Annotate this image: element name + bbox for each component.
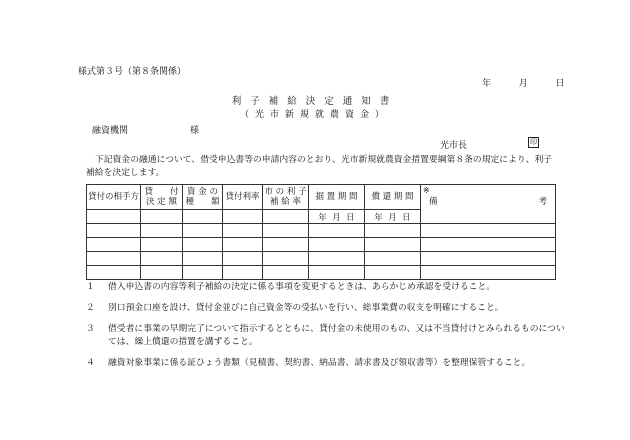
note-item <box>86 357 566 370</box>
issuer-name: 光市長 <box>440 141 468 151</box>
seal-mark: 印 <box>530 138 537 146</box>
cell-empty <box>87 210 141 224</box>
cell-empty <box>141 210 183 224</box>
note-number: １ <box>86 282 95 292</box>
ymd-day: 日 <box>346 212 355 223</box>
header-amount <box>141 185 183 210</box>
repayment-ymd <box>365 210 421 224</box>
header-subsidy-line2: 補 給 率 <box>270 197 301 207</box>
header-amount-line2: 決 定 額 <box>146 197 177 207</box>
ymd-day: 日 <box>402 212 411 223</box>
table-header-row <box>87 185 556 210</box>
remarks-asterisk: ※ <box>423 186 430 195</box>
note-text: 借入申込書の内容等利子補給の決定に係る事項を変更するときは、あらかじめ承認を受けること。 <box>108 282 496 292</box>
remarks-label-a: 備 <box>429 197 438 207</box>
remarks-label-b: 考 <box>538 197 547 207</box>
note-text: 借受者に事業の早期完了について指示するとともに、貸付金の未使用のもの、又は不当貸付けとみられるものについては、繰上償還の措置を講ずること。 <box>108 324 565 347</box>
table-row <box>87 238 556 252</box>
addressee <box>92 123 199 136</box>
addressee-honorific: 様 <box>190 126 200 136</box>
header-deferment: 据 置 期 間 <box>309 185 365 210</box>
note-item <box>86 281 566 294</box>
date-day: 日 <box>555 79 565 89</box>
cell-empty <box>183 210 223 224</box>
notes-list <box>86 281 566 378</box>
form-number: 様式第３号（第８条関係） <box>78 67 187 77</box>
note-item <box>86 302 566 315</box>
note-number: ３ <box>86 324 95 334</box>
header-remarks <box>421 185 556 224</box>
header-amount-line1: 貸 付 <box>144 187 179 197</box>
header-repayment: 償 還 期 間 <box>365 185 421 210</box>
issue-date <box>482 76 565 89</box>
ymd-month: 月 <box>332 212 341 223</box>
header-subsidy-rate <box>263 185 309 210</box>
header-kind-line1: 資 金 の <box>187 187 218 197</box>
header-rate: 貸付利率 <box>223 185 263 210</box>
addressee-label: 融資機関 <box>92 126 129 136</box>
table-row <box>87 252 556 266</box>
header-kind-line2: 種 類 <box>185 197 220 207</box>
table-row <box>87 266 556 280</box>
table-row <box>87 224 556 238</box>
ymd-year: 年 <box>374 212 383 223</box>
document-subtitle: （光市新規就農資金） <box>239 110 390 120</box>
body-text: 下記資金の融通について、借受申込書等の申請内容のとおり、光市新規就農資金措置要綱第８条の規定により、利子補給を決定します。 <box>86 155 553 178</box>
date-month: 月 <box>518 79 528 89</box>
note-text: 別口預金口座を設け、貸付金並びに自己資金等の受払いを行い、総事業費の収支を明確にすること。 <box>108 303 504 313</box>
cell-empty <box>223 210 263 224</box>
ymd-year: 年 <box>318 212 327 223</box>
deferment-ymd <box>309 210 365 224</box>
header-fund-kind <box>183 185 223 210</box>
ymd-month: 月 <box>388 212 397 223</box>
header-lender: 貸付の相手方 <box>87 185 141 210</box>
subsidy-table <box>86 184 556 280</box>
note-item <box>86 323 566 349</box>
cell-empty <box>263 210 309 224</box>
header-subsidy-line1: 市 の 利 子 <box>264 187 307 197</box>
note-number: ２ <box>86 303 95 313</box>
note-text: 融資対象事業に係る証ひょう書類（見積書、契約書、納品書、請求書及び領収書等）を整理保管すること。 <box>108 358 531 368</box>
date-year: 年 <box>482 79 492 89</box>
document-title: 利子補給決定通知書 <box>231 96 399 107</box>
note-number: ４ <box>86 358 95 368</box>
